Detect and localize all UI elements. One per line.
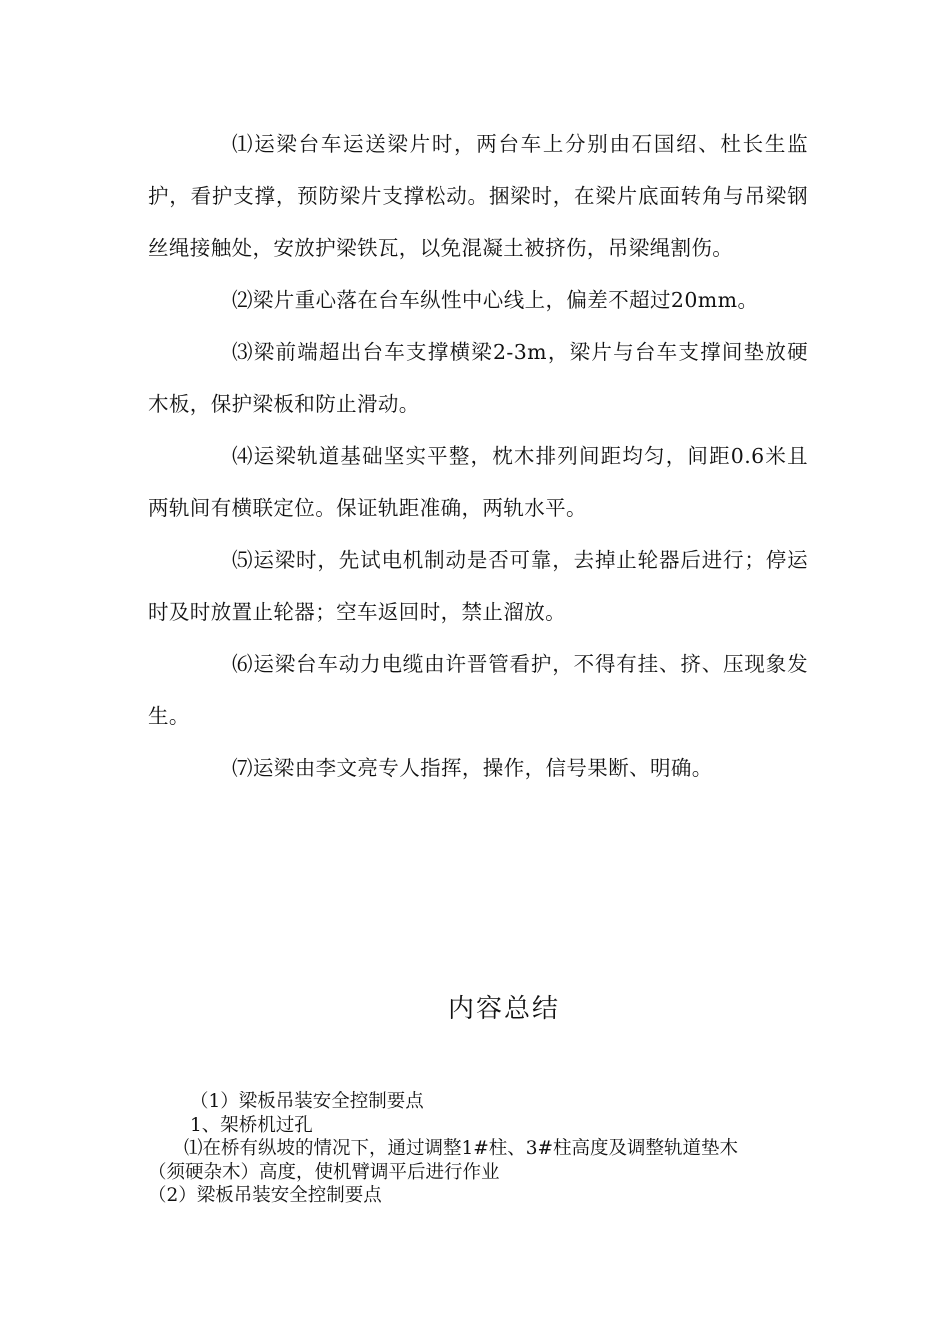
summary-line-2: 1、架桥机过孔	[190, 1114, 313, 1136]
paragraph-6: ⑹运梁台车动力电缆由许晋管看护，不得有挂、挤、压现象发生。	[148, 652, 808, 728]
summary-title: 内容总结	[447, 994, 560, 1024]
paragraph-4: ⑷运梁轨道基础坚实平整，枕木排列间距均匀，间距0.6米且两轨间有横联定位。保证轨距准确，两轨水平。	[148, 444, 808, 520]
paragraph-1: ⑴运梁台车运送梁片时，两台车上分别由石国绍、杜长生监护，看护支撑，预防梁片支撑松动。捆梁时，在梁片底面转角与吊梁钢丝绳接触处，安放护梁铁瓦，以免混凝土被挤伤，吊梁绳割伤。	[148, 132, 808, 260]
paragraph-7: ⑺运梁由李文亮专人指挥，操作，信号果断、明确。	[232, 756, 713, 780]
summary-section	[148, 1090, 808, 1208]
summary-line-5: （2）梁板吊装安全控制要点	[148, 1185, 382, 1206]
body-text	[148, 118, 808, 794]
paragraph-5: ⑸运梁时，先试电机制动是否可靠，去掉止轮器后进行；停运时及时放置止轮器；空车返回时，禁止溜放。	[148, 548, 808, 624]
paragraph-2: ⑵梁片重心落在台车纵性中心线上，偏差不超过20mm。	[232, 288, 759, 312]
summary-line-3: ⑴在桥有纵坡的情况下，通过调整1#柱、3#柱高度及调整轨道垫木	[184, 1138, 739, 1159]
summary-line-1: （1）梁板吊装安全控制要点	[190, 1091, 424, 1112]
paragraph-3: ⑶梁前端超出台车支撑横梁2-3m，梁片与台车支撑间垫放硬木板，保护梁板和防止滑动。	[148, 340, 808, 416]
summary-line-4: （须硬杂木）高度，使机臂调平后进行作业	[148, 1161, 500, 1183]
